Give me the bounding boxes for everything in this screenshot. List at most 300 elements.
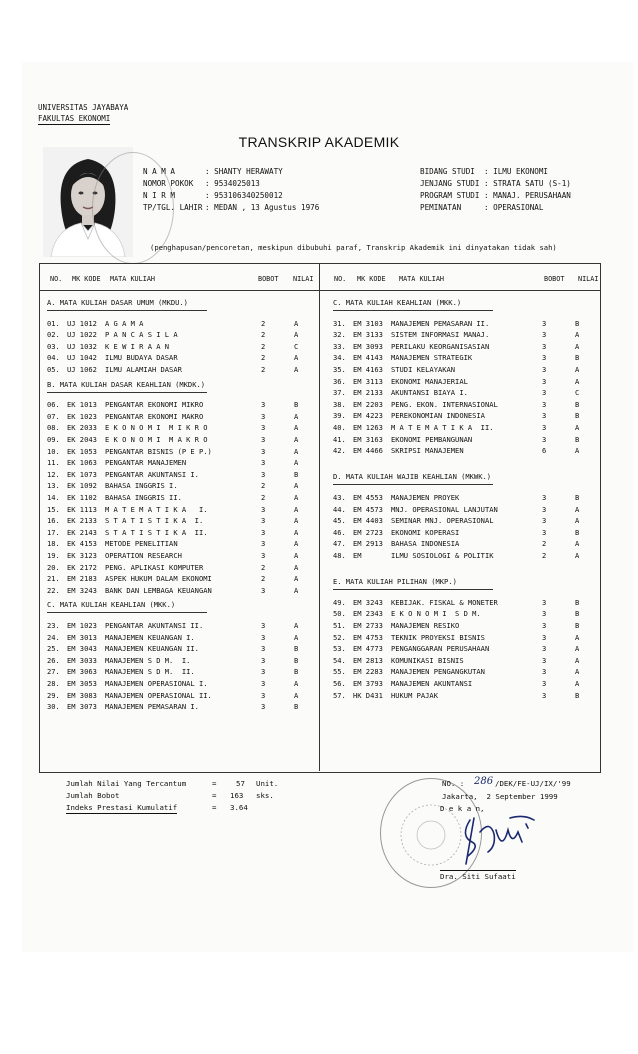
course-no: 21. <box>47 574 60 584</box>
course-row <box>333 666 598 677</box>
course-kode: EM <box>353 551 362 560</box>
course-bobot: 3 <box>542 318 547 328</box>
course-mk: MANAJEMEN STRATEGIK <box>391 353 473 363</box>
letter-number-suffix: /DEK/FE-UJ/IX/'99 <box>495 779 571 788</box>
course-bobot: 3 <box>542 679 547 688</box>
course-no: 15. <box>47 504 60 514</box>
left-section-heading: C. MATA KULIAH KEAHLIAN (MKK.) <box>47 600 176 610</box>
course-bobot: 3 <box>542 376 547 386</box>
course-bobot: 3 <box>261 411 266 421</box>
course-kode: EK 2043 <box>67 435 97 444</box>
course-nilai: A <box>575 632 580 642</box>
course-mk: SISTEM INFORMASI MANAJ. <box>391 330 490 340</box>
course-bobot: 3 <box>261 585 266 595</box>
course-mk: MANAJEMEN OPERASIONAL II. <box>105 690 212 700</box>
total-nilai-eq: = <box>212 779 217 788</box>
course-kode: EM 3013 <box>67 632 97 642</box>
course-mk: BAHASA INDONESIA <box>391 539 460 549</box>
course-nilai: B <box>575 690 580 700</box>
course-no: 19. <box>47 551 60 560</box>
course-mk: MNJ. OPERASIONAL LANJUTAN <box>391 504 498 514</box>
course-mk: PEREKONOMIAN INDONESIA <box>391 411 485 421</box>
course-nilai: B <box>575 609 580 619</box>
course-nilai: A <box>575 423 580 432</box>
header-divider <box>39 290 601 291</box>
course-no: 43. <box>333 493 346 502</box>
course-mk: KEBIJAK. FISKAL & MONETER <box>391 597 498 607</box>
document-title: TRANSKRIP AKADEMIK <box>238 134 400 150</box>
course-mk: PENG. APLIKASI KOMPUTER <box>105 562 204 572</box>
course-bobot: 3 <box>261 644 266 654</box>
jenjang-value: : STRATA SATU (S-1) <box>484 179 571 188</box>
course-kode: EK 1013 <box>67 400 97 410</box>
course-nilai: B <box>575 527 580 537</box>
course-mk: SKRIPSI MANAJEMEN <box>391 446 464 456</box>
course-row <box>333 620 598 631</box>
course-mk: ILMU ALAMIAH DASAR <box>105 365 182 374</box>
course-bobot: 3 <box>542 516 547 526</box>
course-no: 01. <box>47 318 60 328</box>
course-mk: E K O N O M I M I K R O <box>105 423 208 433</box>
course-mk: KOMUNIKASI BISNIS <box>391 655 464 665</box>
course-no: 54. <box>333 655 346 665</box>
course-no: 50. <box>333 609 346 619</box>
course-nilai: B <box>575 353 580 363</box>
course-row <box>333 352 598 363</box>
course-no: 29. <box>47 690 60 700</box>
right-section-heading: E. MATA KULIAH PILIHAN (MKP.) <box>333 577 457 587</box>
course-row <box>333 329 598 340</box>
course-kode: EK 1063 <box>67 458 97 468</box>
course-row <box>333 434 598 445</box>
course-no: 31. <box>333 318 346 328</box>
course-kode: EM 2183 <box>67 574 97 584</box>
course-mk: MANAJEMEN OPERASIONAL I. <box>105 679 208 688</box>
course-mk: AKUNTANSI BIAYA I. <box>391 388 468 398</box>
course-row <box>333 387 598 398</box>
total-nilai-label: Jumlah Nilai Yang Tercantum <box>66 779 187 788</box>
course-mk: M A T E M A T I K A I. <box>105 504 208 514</box>
course-mk: MANAJEMEN KEUANGAN I. <box>105 632 195 642</box>
course-mk: E K O N O M I S D M. <box>391 609 481 619</box>
total-bobot-eq: = <box>212 791 217 800</box>
course-nilai: A <box>294 330 299 340</box>
course-row <box>47 585 317 596</box>
course-row <box>333 655 598 666</box>
course-nilai: A <box>294 690 299 700</box>
course-mk: BANK DAN LEMBAGA KEUANGAN <box>105 585 212 595</box>
course-mk: PENGANTAR EKONOMI MIKRO <box>105 400 204 410</box>
right-header-kode: MK KODE <box>357 275 386 283</box>
course-no: 44. <box>333 504 346 514</box>
course-mk: PENGANTAR AKUNTANSI I. <box>105 469 199 479</box>
bidang-value: : ILMU EKONOMI <box>484 167 549 176</box>
course-row <box>47 643 317 654</box>
course-nilai: A <box>575 446 580 456</box>
right-section-rule <box>333 310 493 311</box>
course-mk: MANAJEMEN PROYEK <box>391 493 460 502</box>
course-mk: PENG. EKON. INTERNASIONAL <box>391 399 498 409</box>
course-mk: BAHASA INGGRIS I. <box>105 481 178 491</box>
course-kode: EM 4143 <box>353 353 383 363</box>
course-no: 48. <box>333 551 346 560</box>
left-section-heading: A. MATA KULIAH DASAR UMUM (MKDU.) <box>47 298 188 307</box>
course-row <box>47 504 317 515</box>
course-nilai: A <box>294 435 299 444</box>
course-kode: UJ 1022 <box>67 330 97 340</box>
left-header-no: NO. <box>50 275 63 283</box>
course-mk: SEMINAR MNJ. OPERASIONAL <box>391 516 494 526</box>
course-row <box>47 434 317 445</box>
course-mk: MANAJEMEN PENGANGKUTAN <box>391 667 485 677</box>
course-bobot: 3 <box>261 679 266 688</box>
course-nilai: A <box>294 585 299 595</box>
course-nilai: B <box>294 644 299 654</box>
course-no: 27. <box>47 667 60 677</box>
course-no: 30. <box>47 702 60 712</box>
course-mk: METODE PENELITIAN <box>105 539 178 549</box>
course-no: 08. <box>47 423 60 433</box>
course-bobot: 2 <box>261 493 266 502</box>
course-kode: EM 2203 <box>353 399 383 409</box>
course-row <box>333 341 598 352</box>
course-row <box>333 376 598 387</box>
total-bobot-value: 163 <box>230 791 244 800</box>
course-bobot: 3 <box>261 435 266 444</box>
course-nilai: B <box>294 400 299 410</box>
course-kode: EM 3033 <box>67 655 97 665</box>
course-mk: ILMU SOSIOLOGI & POLITIK <box>391 551 494 560</box>
course-row <box>333 608 598 619</box>
course-no: 41. <box>333 434 346 444</box>
jenjang-label: JENJANG STUDI <box>420 179 480 188</box>
course-bobot: 2 <box>261 574 266 584</box>
course-nilai: A <box>294 527 299 537</box>
course-nilai: A <box>575 504 580 514</box>
course-bobot: 3 <box>261 702 266 712</box>
course-no: 47. <box>333 539 346 549</box>
course-bobot: 3 <box>542 632 547 642</box>
course-row <box>333 422 598 433</box>
course-no: 33. <box>333 341 346 351</box>
course-mk: A G A M A <box>105 318 144 328</box>
course-no: 02. <box>47 330 60 340</box>
course-row <box>47 492 317 503</box>
course-row <box>47 701 317 712</box>
course-bobot: 3 <box>261 551 266 560</box>
nama-value: : SHANTY HERAWATY <box>205 167 283 176</box>
course-nilai: B <box>294 667 299 677</box>
course-kode: EM 3163 <box>353 434 383 444</box>
course-kode: EM 2723 <box>353 527 383 537</box>
course-nilai: B <box>575 434 580 444</box>
ttl-value: : MEDAN , 13 Agustus 1976 <box>205 203 320 212</box>
course-kode: EK 2133 <box>67 516 97 526</box>
course-row <box>333 597 598 608</box>
course-kode: EK 1102 <box>67 493 97 502</box>
total-nilai-value: 57 <box>236 779 245 788</box>
left-header-kode: MK KODE <box>72 275 101 283</box>
right-header-mk: MATA KULIAH <box>399 275 445 283</box>
nomor-label: NOMOR POKOK <box>143 179 194 188</box>
course-row <box>47 411 317 422</box>
course-kode: EM 4753 <box>353 632 383 642</box>
course-no: 32. <box>333 330 346 340</box>
right-section-heading: D. MATA KULIAH WAJIB KEAHLIAN (MKWK.) <box>333 472 492 482</box>
course-row <box>47 352 317 363</box>
course-mk: BAHASA INGGRIS II. <box>105 493 182 502</box>
course-kode: EM 2733 <box>353 621 383 630</box>
course-row <box>333 410 598 421</box>
course-bobot: 3 <box>261 632 266 642</box>
course-nilai: B <box>575 399 580 409</box>
course-bobot: 3 <box>261 655 266 665</box>
course-bobot: 3 <box>261 527 266 537</box>
course-mk: MANAJEMEN AKUNTANSI <box>391 679 473 688</box>
course-bobot: 3 <box>542 388 547 398</box>
course-kode: EM 2343 <box>353 609 383 619</box>
course-kode: EM 1263 <box>353 423 383 432</box>
course-kode: EM 2133 <box>353 388 383 398</box>
course-nilai: B <box>294 655 299 665</box>
course-no: 55. <box>333 667 346 677</box>
course-nilai: A <box>294 365 299 374</box>
course-no: 04. <box>47 353 60 363</box>
course-no: 16. <box>47 516 60 526</box>
faculty-name: FAKULTAS EKONOMI <box>38 114 111 123</box>
course-no: 25. <box>47 644 60 654</box>
course-kode: EM 4466 <box>353 446 383 456</box>
course-row <box>333 399 598 410</box>
left-header-mk: MATA KULIAH <box>110 275 156 283</box>
course-bobot: 3 <box>261 621 266 630</box>
course-nilai: A <box>294 562 299 572</box>
course-row <box>47 329 317 340</box>
course-nilai: A <box>294 318 299 328</box>
course-mk: EKONOMI MANAJERIAL <box>391 376 468 386</box>
course-kode: UJ 1062 <box>67 365 97 374</box>
course-bobot: 3 <box>542 341 547 351</box>
course-row <box>47 446 317 457</box>
course-mk: PENGANGGARAN PERUSAHAAN <box>391 644 490 654</box>
course-bobot: 2 <box>261 481 266 491</box>
course-bobot: 3 <box>261 516 266 526</box>
course-row <box>333 538 598 549</box>
course-no: 52. <box>333 632 346 642</box>
course-bobot: 3 <box>261 400 266 410</box>
course-row <box>47 538 317 549</box>
left-header-bobot: BOBOT <box>258 275 279 283</box>
course-nilai: B <box>294 702 299 712</box>
course-bobot: 3 <box>542 399 547 409</box>
sign-role: D e k a n, <box>440 804 485 813</box>
course-mk: EKONOMI PEMBANGUNAN <box>391 434 473 444</box>
course-kode: EM 3133 <box>353 330 383 340</box>
course-nilai: A <box>294 539 299 549</box>
course-nilai: A <box>294 632 299 642</box>
course-no: 46. <box>333 527 346 537</box>
course-nilai: A <box>575 644 580 654</box>
course-no: 40. <box>333 423 346 432</box>
course-kode: EK 1023 <box>67 411 97 421</box>
course-nilai: C <box>294 341 299 351</box>
right-section-rule <box>333 484 493 485</box>
course-bobot: 3 <box>542 330 547 340</box>
dean-name: Dra. Siti Sufaati <box>440 872 516 881</box>
course-mk: PENGANTAR BISNIS (P E P.) <box>105 446 212 456</box>
course-no: 38. <box>333 399 346 409</box>
course-bobot: 2 <box>261 341 266 351</box>
course-nilai: B <box>575 493 580 502</box>
letter-number-handwritten: 286 <box>474 776 494 787</box>
bidang-label: BIDANG STUDI <box>420 167 475 176</box>
course-bobot: 2 <box>542 539 547 549</box>
course-no: 17. <box>47 527 60 537</box>
course-kode: EM 3053 <box>67 679 97 688</box>
course-nilai: A <box>294 353 299 363</box>
course-kode: EM 4553 <box>353 493 383 502</box>
left-section-rule <box>47 310 207 311</box>
course-kode: EK 1092 <box>67 481 97 491</box>
course-bobot: 3 <box>261 504 266 514</box>
course-row <box>47 341 317 352</box>
course-no: 22. <box>47 585 60 595</box>
course-bobot: 2 <box>261 365 266 374</box>
course-nilai: A <box>294 679 299 688</box>
course-mk: EKONOMI KOPERASI <box>391 527 460 537</box>
course-mk: MANAJEMEN PEMASARAN I. <box>105 702 199 712</box>
course-nilai: B <box>575 597 580 607</box>
sign-date: Jakarta, 2 September 1999 <box>442 792 558 801</box>
course-bobot: 2 <box>261 330 266 340</box>
course-no: 20. <box>47 562 60 572</box>
course-kode: UJ 1032 <box>67 341 97 351</box>
course-kode: EK 1053 <box>67 446 97 456</box>
course-nilai: A <box>294 551 299 560</box>
course-no: 12. <box>47 469 60 479</box>
course-bobot: 3 <box>542 667 547 677</box>
course-row <box>47 480 317 491</box>
course-bobot: 3 <box>261 446 266 456</box>
course-kode: EK 4153 <box>67 539 97 549</box>
course-mk: S T A T I S T I K A I. <box>105 516 204 526</box>
validity-note: (penghapusan/pencoretan, meskipun dibubuhi paraf, Transkrip Akademik ini dinyatakan tidak sah) <box>150 243 557 252</box>
course-nilai: A <box>575 655 580 665</box>
course-kode: EM 3793 <box>353 679 383 688</box>
course-mk: M A T E M A T I K A II. <box>391 423 494 432</box>
course-row <box>47 527 317 538</box>
course-no: 14. <box>47 493 60 502</box>
course-row <box>333 527 598 538</box>
course-no: 10. <box>47 446 60 456</box>
course-nilai: A <box>294 481 299 491</box>
left-section-rule <box>47 392 207 393</box>
course-nilai: A <box>575 365 580 374</box>
course-row <box>47 318 317 329</box>
course-kode: EK 3123 <box>67 551 97 560</box>
course-row <box>47 422 317 433</box>
course-kode: EM 3243 <box>67 585 97 595</box>
course-row <box>47 457 317 468</box>
course-kode: EK 2172 <box>67 562 97 572</box>
course-nilai: A <box>294 516 299 526</box>
nirm-value: : 953106340250012 <box>205 191 283 200</box>
course-nilai: B <box>575 318 580 328</box>
ipk-label: Indeks Prestasi Kumulatif <box>66 803 178 812</box>
course-bobot: 3 <box>261 690 266 700</box>
course-nilai: A <box>575 330 580 340</box>
course-kode: EM 2913 <box>353 539 383 549</box>
course-row <box>333 318 598 329</box>
nirm-label: N I R M <box>143 191 176 200</box>
course-nilai: A <box>294 504 299 514</box>
course-nilai: A <box>294 574 299 584</box>
course-no: 05. <box>47 365 60 374</box>
course-mk: PERILAKU KEORGANISASIAN <box>391 341 490 351</box>
course-row <box>333 515 598 526</box>
course-mk: P A N C A S I L A <box>105 330 178 340</box>
course-row <box>47 573 317 584</box>
course-no: 11. <box>47 458 60 468</box>
course-no: 42. <box>333 446 346 456</box>
course-no: 45. <box>333 516 346 526</box>
course-mk: MANAJEMEN S D M. II. <box>105 667 195 677</box>
course-no: 34. <box>333 353 346 363</box>
course-nilai: A <box>294 446 299 456</box>
course-row <box>333 632 598 643</box>
course-bobot: 3 <box>542 365 547 374</box>
course-row <box>47 469 317 480</box>
course-nilai: B <box>294 469 299 479</box>
course-kode: EM 2813 <box>353 655 383 665</box>
course-bobot: 3 <box>261 423 266 433</box>
course-kode: EM 1023 <box>67 621 97 630</box>
course-no: 35. <box>333 365 346 374</box>
course-row <box>47 399 317 410</box>
ipk-value: 3.64 <box>230 803 248 812</box>
university-name: UNIVERSITAS JAYABAYA <box>38 103 129 112</box>
course-row <box>47 632 317 643</box>
left-section-rule <box>47 612 207 613</box>
course-mk: E K O N O M I M A K R O <box>105 435 208 444</box>
course-mk: OPERATION RESEARCH <box>105 551 182 560</box>
course-no: 26. <box>47 655 60 665</box>
course-mk: ILMU BUDAYA DASAR <box>105 353 178 363</box>
course-no: 03. <box>47 341 60 351</box>
course-kode: EM 3093 <box>353 341 383 351</box>
course-nilai: A <box>575 516 580 526</box>
course-nilai: A <box>294 423 299 433</box>
course-no: 24. <box>47 632 60 642</box>
total-bobot-unit: sks. <box>256 791 274 800</box>
course-row <box>333 690 598 701</box>
course-bobot: 3 <box>542 621 547 630</box>
course-no: 51. <box>333 621 346 630</box>
course-kode: EM 4573 <box>353 504 383 514</box>
course-row <box>333 678 598 689</box>
course-kode: EM 4773 <box>353 644 383 654</box>
course-mk: HUKUM PAJAK <box>391 690 438 700</box>
course-kode: EK 2033 <box>67 423 97 433</box>
course-bobot: 3 <box>261 458 266 468</box>
total-nilai-unit: Unit. <box>256 779 279 788</box>
course-row <box>47 550 317 561</box>
course-kode: EK 1113 <box>67 504 97 514</box>
signature <box>450 812 540 868</box>
course-bobot: 3 <box>261 539 266 549</box>
course-no: 37. <box>333 388 346 398</box>
course-bobot: 3 <box>542 690 547 700</box>
